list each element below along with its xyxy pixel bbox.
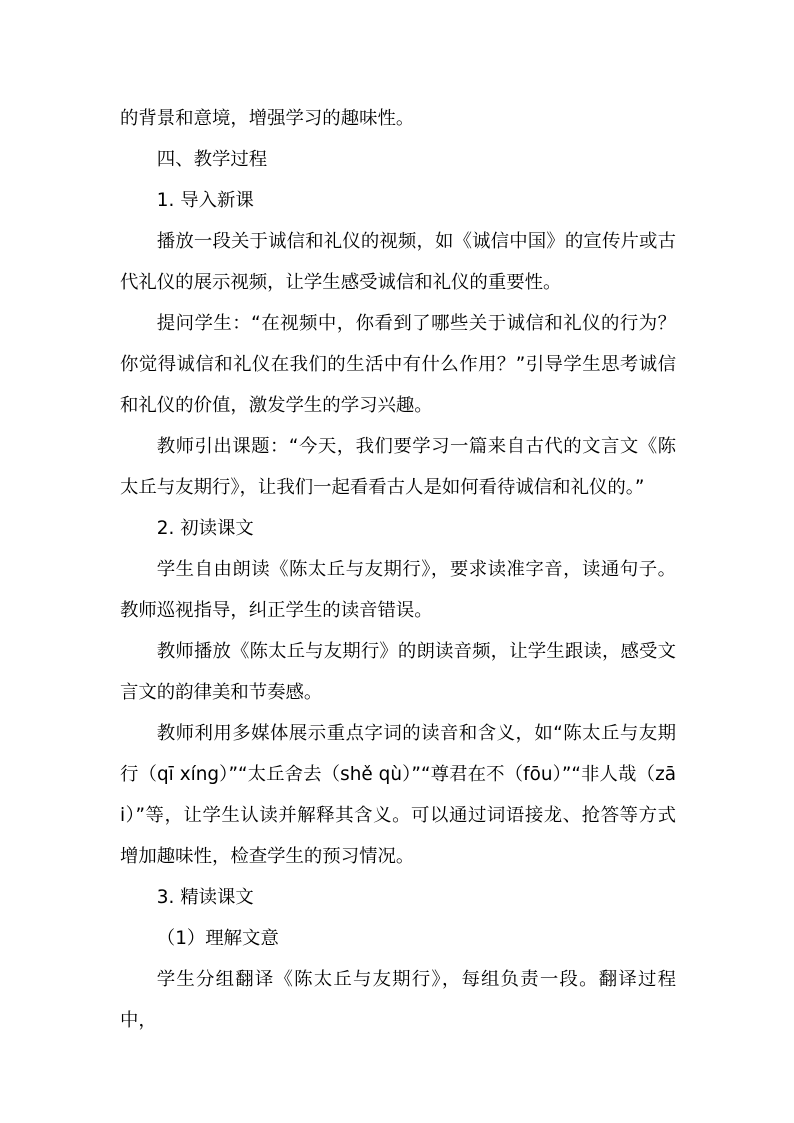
document-body	[120, 98, 676, 1041]
paragraph-translation: 学生分组翻译《陈太丘与友期行》，每组负责一段。翻译过程中，	[120, 969, 676, 1031]
paragraph-video: 播放一段关于诚信和礼仪的视频，如《诚信中国》的宣传片或古代礼仪的展示视频，让学生感受诚信和礼仪的重要性。	[120, 231, 676, 293]
subheading-close-reading: 3. 精读课文	[156, 887, 254, 908]
paragraph-free-reading: 学生自由朗读《陈太丘与友期行》，要求读准字音，读通句子。教师巡视指导，纠正学生的读音错误。	[120, 559, 676, 621]
subheading-first-reading: 2. 初读课文	[156, 518, 254, 539]
section-heading-teaching-process: 四、教学过程	[156, 149, 268, 170]
subheading-introduction: 1. 导入新课	[156, 190, 254, 211]
paragraph-question: 提问学生：“在视频中，你看到了哪些关于诚信和礼仪的行为？你觉得诚信和礼仪在我们的生活中有什么作用？”引导学生思考诚信和礼仪的价值，激发学生的学习兴趣。	[120, 313, 676, 416]
paragraph-audio: 教师播放《陈太丘与友期行》的朗读音频，让学生跟读，感受文言文的韵律美和节奏感。	[120, 641, 676, 703]
paragraph-topic: 教师引出课题：“今天，我们要学习一篇来自古代的文言文《陈太丘与友期行》，让我们一起看看古人是如何看待诚信和礼仪的。”	[120, 436, 676, 498]
paragraph-continuation: 的背景和意境，增强学习的趣味性。	[120, 108, 415, 129]
paragraph-vocabulary: 教师利用多媒体展示重点字词的读音和含义，如“陈太丘与友期行（qī xíng）”“太丘舍去（shě qù）”“尊君在不（fōu）”“非人哉（zāi）”等，让学生认读并解释其含义。可以通过词语接龙、抢答等方式增加趣味性，检查学生的预习情况。	[120, 723, 676, 867]
subheading-understanding: （1）理解文意	[156, 928, 279, 949]
